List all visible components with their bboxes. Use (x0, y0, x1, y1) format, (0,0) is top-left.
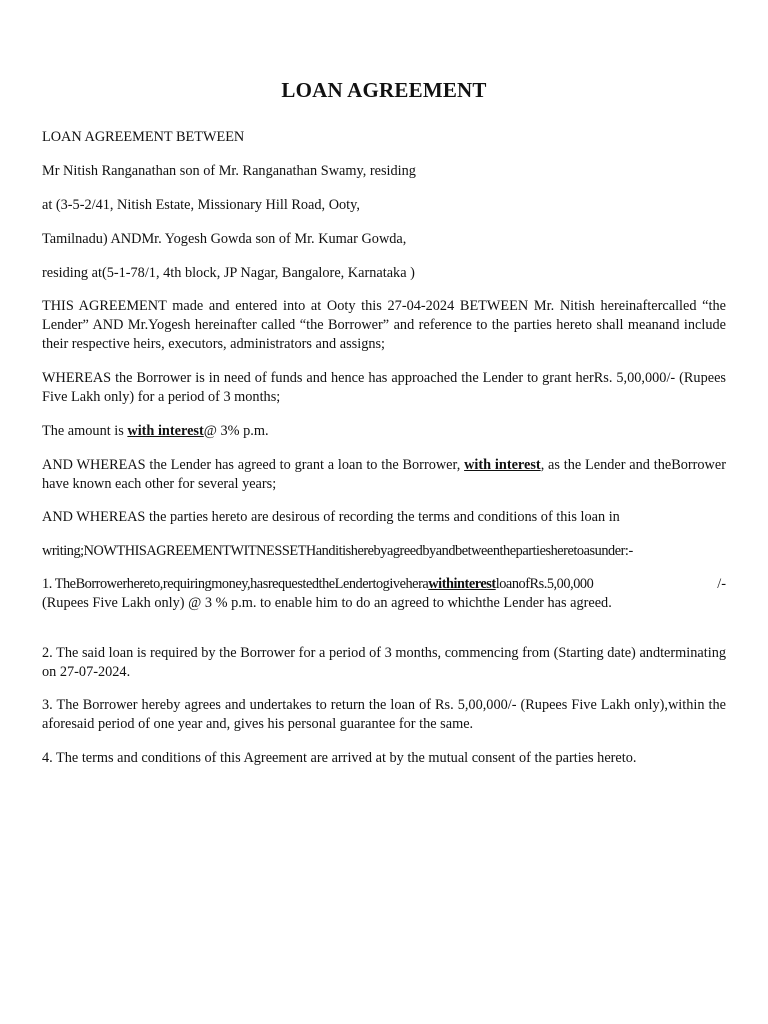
clause-1-end: /- (717, 576, 726, 592)
amount-suffix: @ 3% p.m. (203, 423, 269, 439)
party-line-4: residing at(5-1-78/1, 4th block, JP Nagar, Bangalore, Karnataka ) (42, 265, 415, 281)
whereas-lender-paragraph (42, 456, 726, 494)
clause-1-mid: loanofRs.5,00,000 (495, 576, 594, 592)
party-line-1: Mr Nitish Ranganathan son of Mr. Ranganathan Swamy, residing (42, 163, 416, 179)
party-line-3: Tamilnadu) ANDMr. Yogesh Gowda son of Mr. Kumar Gowda, (42, 231, 407, 247)
whereas-lender-prefix: AND WHEREAS the Lender has agreed to grant a loan to the Borrower, (42, 457, 465, 473)
clause-4: 4. The terms and conditions of this Agreement are arrived at by the mutual consent of the parties hereto. (42, 750, 637, 766)
clause-1 (42, 575, 726, 613)
clause-1-line-1 (42, 575, 726, 594)
whereas-lender-suffix: , as the Lender and theBorrower have known each other for several years; (42, 457, 726, 492)
witnesseth-line: writing;NOWTHISAGREEMENTWITNESSETHanditisherebyagreedbyandbetweenthepartiesheretoasunder:- (42, 543, 633, 559)
heading-between: LOAN AGREEMENT BETWEEN (42, 129, 245, 145)
clause-3: 3. The Borrower hereby agrees and undertakes to return the loan of Rs. 5,00,000/- (Rupees Five Lakh only),within the aforesaid period of one year and, gives his personal guarantee for the same. (42, 697, 726, 732)
whereas-lender-emphasis: with interest (464, 457, 541, 473)
document-title: LOAN AGREEMENT (281, 78, 487, 102)
amount-emphasis: with interest (127, 423, 204, 439)
clause-1-emphasis: withinterest (428, 576, 496, 592)
amount-paragraph (42, 422, 726, 441)
amount-prefix: The amount is (42, 423, 128, 439)
party-line-2: at (3-5-2/41, Nitish Estate, Missionary Hill Road, Ooty, (42, 197, 360, 213)
clause-2: 2. The said loan is required by the Borrower for a period of 3 months, commencing from (Starting date) andterminating on 27-07-2024. (42, 645, 726, 680)
clause-1-line-2: (Rupees Five Lakh only) @ 3 % p.m. to enable him to do an agreed to whichthe Lender has agreed. (42, 595, 612, 611)
whereas-recording-paragraph: AND WHEREAS the parties hereto are desirous of recording the terms and conditions of this loan in (42, 509, 620, 525)
agreement-paragraph: THIS AGREEMENT made and entered into at Ooty this 27-04-2024 BETWEEN Mr. Nitish hereinaftercalled “the Lender” AND Mr.Yogesh hereinafter called “the Borrower” and reference to the parties hereto shall meanand include their respective heirs, executors, administrators and assigns; (42, 298, 726, 352)
clause-1-prefix: 1. TheBorrowerhereto,requiringmoney,hasrequestedtheLendertogivehera (42, 576, 429, 592)
whereas-funds-paragraph: WHEREAS the Borrower is in need of funds and hence has approached the Lender to grant herRs. 5,00,000/- (Rupees Five Lakh only) for a period of 3 months; (42, 370, 726, 405)
